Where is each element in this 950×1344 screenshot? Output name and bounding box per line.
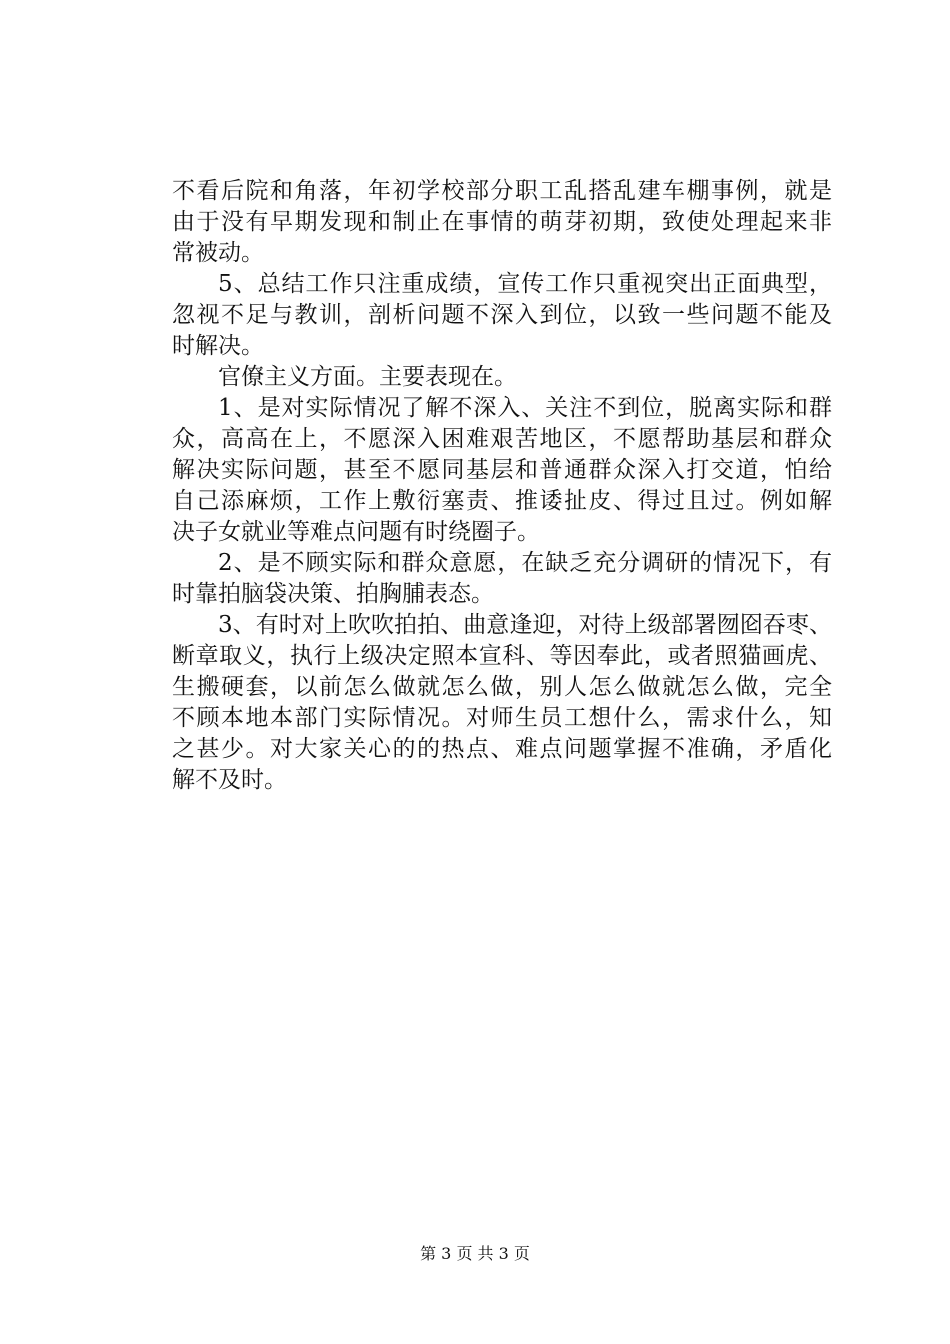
text-line: 不看后院和角落，年初学校部分职工乱搭乱建车棚事例，就是	[172, 178, 832, 204]
text-line: 解不及时。	[172, 767, 287, 793]
text-line: 之甚少。对大家关心的的热点、难点问题掌握不准确，矛盾化	[172, 736, 832, 762]
text-line: 官僚主义方面。主要表现在。	[218, 364, 517, 390]
text-line: 由于没有早期发现和制止在事情的萌芽初期，致使处理起来非	[172, 209, 832, 235]
document-body	[172, 176, 832, 796]
text-line: 5、总结工作只注重成绩，宣传工作只重视突出正面典型，	[218, 271, 832, 297]
text-line: 自己添麻烦，工作上敷衍塞责、推诿扯皮、得过且过。例如解	[172, 488, 832, 514]
text-line: 常被动。	[172, 240, 264, 266]
text-line: 解决实际问题，甚至不愿同基层和普通群众深入打交道，怕给	[172, 457, 832, 483]
text-line: 时靠拍脑袋决策、拍胸脯表态。	[172, 581, 494, 607]
text-line: 生搬硬套，以前怎么做就怎么做，别人怎么做就怎么做，完全	[172, 674, 832, 700]
text-line: 决子女就业等难点问题有时绕圈子。	[172, 519, 540, 545]
text-line: 2、是不顾实际和群众意愿，在缺乏充分调研的情况下，有	[218, 550, 832, 576]
text-line: 众，高高在上，不愿深入困难艰苦地区，不愿帮助基层和群众	[172, 426, 832, 452]
text-line: 断章取义，执行上级决定照本宣科、等因奉此，或者照猫画虎、	[172, 643, 832, 669]
text-line: 时解决。	[172, 333, 264, 359]
text-line: 1、是对实际情况了解不深入、关注不到位，脱离实际和群	[218, 395, 832, 421]
text-line: 不顾本地本部门实际情况。对师生员工想什么，需求什么，知	[172, 705, 832, 731]
page-footer: 第 3 页 共 3 页	[420, 1244, 530, 1263]
text-line: 3、有时对上吹吹拍拍、曲意逢迎，对待上级部署囫囵吞枣、	[218, 612, 832, 638]
text-line: 忽视不足与教训，剖析问题不深入到位，以致一些问题不能及	[172, 302, 832, 328]
